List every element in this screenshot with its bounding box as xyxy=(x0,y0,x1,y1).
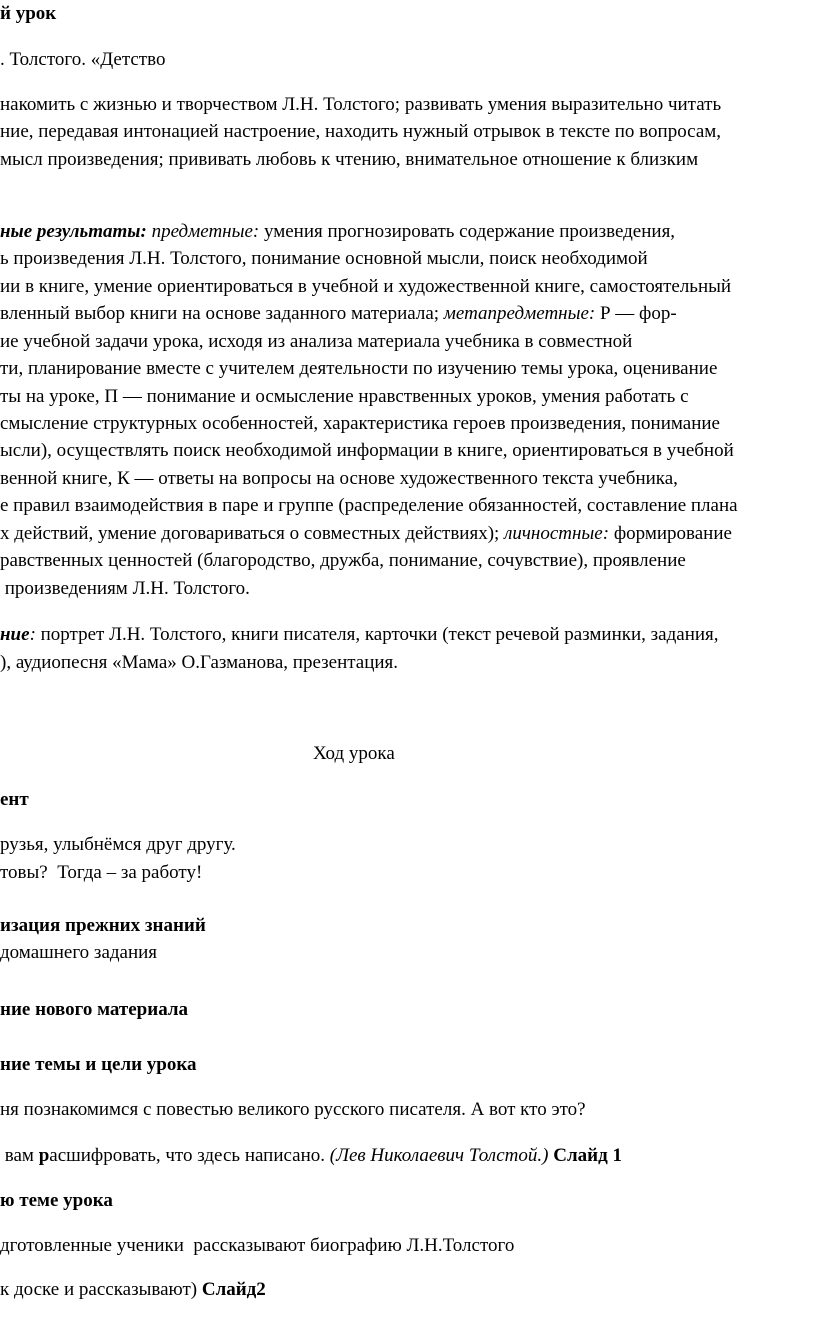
text-line xyxy=(0,1235,514,1257)
text-line xyxy=(0,624,719,646)
text-line xyxy=(0,121,721,143)
text-run: х действий, умение договариваться о совместных действиях); xyxy=(0,523,505,544)
text-line xyxy=(0,49,165,71)
text-line xyxy=(0,1190,113,1212)
text-run: ти, планирование вместе с учителем деятельности по изучению темы урока, оценивание xyxy=(0,358,718,379)
text-line xyxy=(0,358,717,380)
text-line xyxy=(0,915,206,937)
text-line xyxy=(0,1145,622,1167)
text-run: венной книге, К — ответы на вопросы на основе художественного текста учебника, xyxy=(0,468,678,489)
text-line xyxy=(0,652,398,674)
text-line xyxy=(0,276,731,298)
text-run: ии в книге, умение ориентироваться в учебной и художественной книге, самостоятельный xyxy=(0,276,732,297)
text-run: асшифровать, что здесь написано. xyxy=(49,1145,330,1166)
text-run: Ход урока xyxy=(313,743,395,764)
text-run: ), аудиопесня «Мама» О.Газманова, презентация. xyxy=(0,652,399,673)
text-run: ты на уроке, П — понимание и осмысление нравственных уроков, умения работать с xyxy=(0,386,689,407)
text-run: ент xyxy=(0,789,29,810)
text-run: . Толстого. «Детство xyxy=(0,49,166,70)
text-line xyxy=(0,248,648,270)
text-run: ние xyxy=(0,624,30,645)
text-run: р xyxy=(38,1145,50,1166)
text-run: ние, передавая интонацией настроение, находить нужный отрывок в тексте по вопросам, xyxy=(0,121,722,142)
text-run: вленный выбор книги на основе заданного материала; xyxy=(0,303,444,324)
text-run: личностные: xyxy=(504,523,610,544)
text-line xyxy=(0,578,250,600)
text-run: : xyxy=(29,624,36,645)
text-run: смысление структурных особенностей, характеристика героев произведения, понимание xyxy=(0,413,720,434)
text-run: накомить с жизнью и творчеством Л.Н. Толстого; развивать умения выразительно читать xyxy=(0,94,722,115)
text-run: формирование xyxy=(609,523,732,544)
text-line xyxy=(0,413,720,435)
text-run: предметные: xyxy=(151,221,260,242)
text-line xyxy=(0,1099,586,1121)
text-line xyxy=(0,942,157,964)
text-line xyxy=(0,550,686,572)
text-line xyxy=(0,440,734,462)
text-run: й урок xyxy=(0,3,57,24)
text-line xyxy=(0,495,738,517)
text-line xyxy=(0,862,202,884)
text-line xyxy=(0,331,632,353)
section-heading xyxy=(313,743,395,765)
text-run: ысли), осуществлять поиск необходимой информации в книге, ориентироваться в учебной xyxy=(0,440,734,461)
text-run: мысл произведения; прививать любовь к чтению, внимательное отношение к близким xyxy=(0,149,699,170)
text-run: ь произведения Л.Н. Толстого, понимание основной мысли, поиск необходимой xyxy=(0,248,648,269)
text-run: к доске и рассказывают) xyxy=(0,1279,202,1300)
text-line xyxy=(0,523,732,545)
text-run: домашнего задания xyxy=(0,942,158,963)
text-run: Слайд2 xyxy=(201,1279,266,1300)
text-line xyxy=(0,3,56,25)
text-line xyxy=(0,1279,266,1301)
text-run: портрет Л.Н. Толстого, книги писателя, карточки (текст речевой разминки, задания, xyxy=(35,624,719,645)
text-line xyxy=(0,149,698,171)
text-run: вам xyxy=(0,1145,39,1166)
text-run: (Лев Николаевич Толстой.) xyxy=(329,1145,549,1166)
text-line xyxy=(0,303,677,325)
text-run: ние нового материала xyxy=(0,999,189,1020)
text-run: Слайд 1 xyxy=(553,1145,622,1166)
text-run: дготовленные ученики рассказывают биографию Л.Н.Толстого xyxy=(0,1235,515,1256)
text-line xyxy=(0,221,675,243)
text-line xyxy=(0,468,678,490)
text-run: е правил взаимодействия в паре и группе (распределение обязанностей, составление плана xyxy=(0,495,738,516)
text-line xyxy=(0,1054,197,1076)
text-run: ня познакомимся с повестью великого русского писателя. А вот кто это? xyxy=(0,1099,586,1120)
text-line xyxy=(0,999,188,1021)
text-run: равственных ценностей (благородство, дружба, понимание, сочувствие), проявление xyxy=(0,550,686,571)
text-run: рузья, улыбнёмся друг другу. xyxy=(0,834,236,855)
text-run: товы? Тогда – за работу! xyxy=(0,862,203,883)
text-run: Р — фор- xyxy=(595,303,677,324)
text-run: умения прогнозировать содержание произведения, xyxy=(259,221,676,242)
text-run: изация прежних знаний xyxy=(0,915,206,936)
text-run: ние темы и цели урока xyxy=(0,1054,197,1075)
text-line xyxy=(0,386,689,408)
text-run: ю теме урока xyxy=(0,1190,113,1211)
text-run: ие учебной задачи урока, исходя из анализа материала учебника в совместной xyxy=(0,331,633,352)
text-line xyxy=(0,834,236,856)
text-line xyxy=(0,94,721,116)
text-line xyxy=(0,789,29,811)
text-run: произведениям Л.Н. Толстого. xyxy=(0,578,250,599)
text-run: метапредметные: xyxy=(443,303,596,324)
text-run: ные результаты: xyxy=(0,221,147,242)
